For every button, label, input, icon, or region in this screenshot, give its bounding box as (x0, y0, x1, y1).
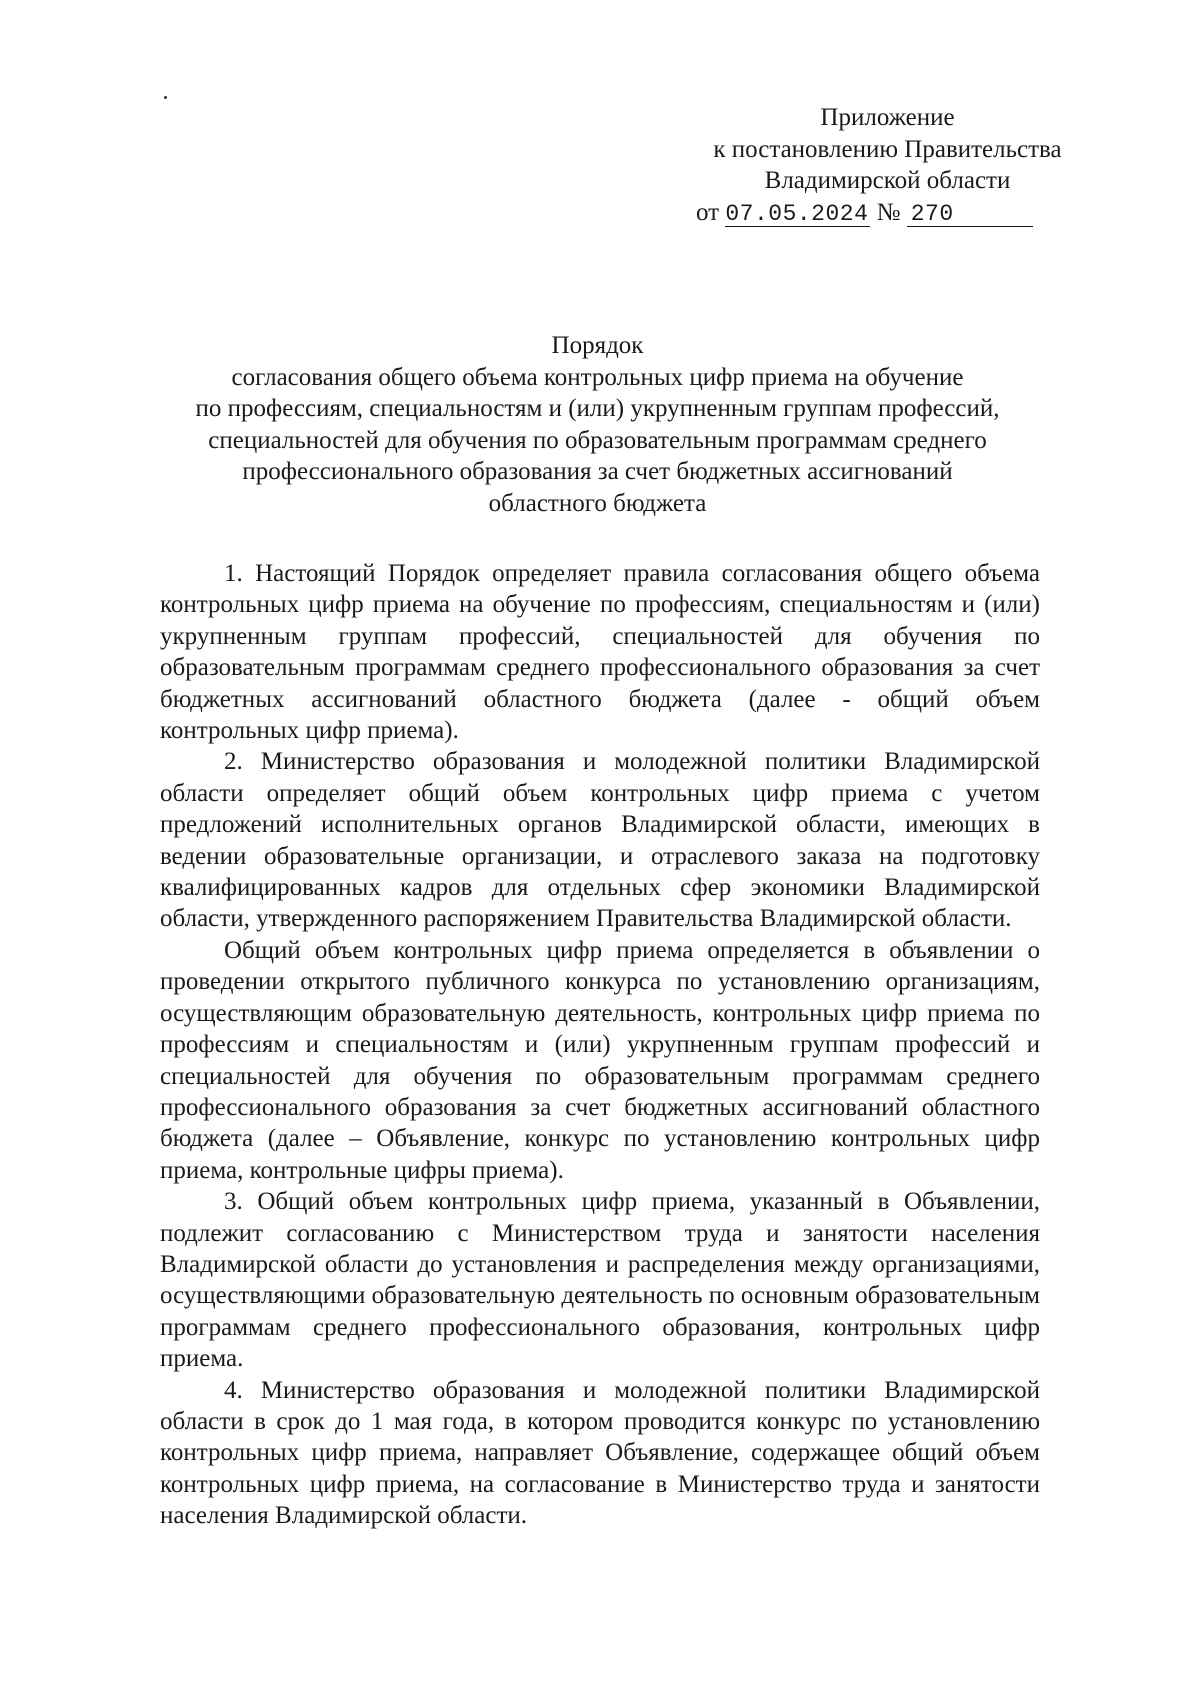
resolution-date: 07.05.2024 (725, 200, 869, 227)
paragraph-2-continued: Общий объем контрольных цифр приема определяется в объявлении о проведении открытого публичного конкурса по установлению организациям, осуществляющим образовательную деятельность, контрольных цифр приема по профессиям и специальностям и (или) укрупненным группам профессий и специальностей для обучения по образовательным программам среднего профессионального образования за счет бюджетных ассигнований областного бюджета (далее – Объявление, конкурс по установлению контрольных цифр приема, контрольные цифры приема). (160, 936, 1040, 1184)
document-title-block (150, 330, 1045, 519)
paragraph-2: 2. Министерство образования и молодежной политики Владимирской области определяет общий объем контрольных цифр приема с учетом предложений исполнительных органов Владимирской области, имеющих в ведении образовательные организации, и отраслевого заказа на подготовку квалифицированных кадров для отдельных сфер экономики Владимирской области, утвержденного распоряжением Правительства Владимирской области. (160, 748, 1040, 933)
appendix-label: Приложение (820, 104, 955, 131)
title-line: областного бюджета (488, 489, 707, 517)
resolution-number: 270 (907, 202, 1033, 227)
approval-stamp (690, 102, 1085, 228)
number-sign: № (876, 198, 901, 226)
title-line: согласования общего объема контрольных цифр приема на обучение (231, 363, 964, 391)
title-line: по профессиям, специальностям и (или) укрупненным группам профессий, (195, 395, 1000, 422)
date-prefix: от (696, 198, 720, 226)
scan-speck (164, 96, 167, 99)
title-line: специальностей для обучения по образовательным программам среднего (208, 426, 987, 454)
resolution-reference: к постановлению Правительства (713, 135, 1062, 163)
document-title: Порядок (551, 332, 644, 359)
region-name: Владимирской области (764, 167, 1011, 194)
paragraph-1: 1. Настоящий Порядок определяет правила согласования общего объема контрольных цифр приема на обучение по профессиям, специальностям и (или) укрупненным группам профессий, специальностей для обучения по образовательным программам среднего профессионального образования за счет бюджетных ассигнований областного бюджета (далее - общий объем контрольных цифр приема). (160, 560, 1040, 745)
date-number-row (696, 197, 1085, 229)
paragraph-3: 3. Общий объем контрольных цифр приема, указанный в Объявлении, подлежит согласованию с Министерством труда и занятости населения Владимирской области до установления и распределения между организациями, осуществляющими образовательную деятельность по основным образовательным программам среднего профессионального образования, контрольных цифр приема. (160, 1188, 1040, 1373)
title-line: профессионального образования за счет бюджетных ассигнований (242, 458, 953, 485)
document-body (160, 558, 1040, 1532)
paragraph-4: 4. Министерство образования и молодежной политики Владимирской области в срок до 1 мая года, в котором проводится конкурс по установлению контрольных цифр приема, направляет Объявление, содержащее общий объем контрольных цифр приема, на согласование в Министерство труда и занятости населения Владимирской области. (160, 1376, 1040, 1530)
